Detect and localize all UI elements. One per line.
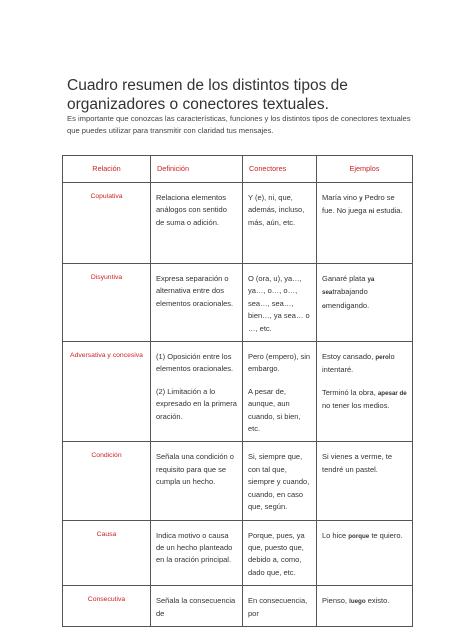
- example-text: no tener los medios.: [322, 401, 390, 411]
- relation-cell: Causa: [63, 520, 151, 586]
- examples-cell: [317, 342, 413, 442]
- header-examples: Ejemplos: [317, 156, 413, 183]
- header-relation: Relación: [63, 156, 151, 183]
- example-connector: pero: [375, 354, 389, 362]
- example-connector: ni: [368, 208, 375, 216]
- example-text: estudia.: [374, 206, 403, 216]
- connectors-cell: O (ora, u), ya…, ya…, o…, o…, sea…, sea…, bien…, ya sea… o …, etc.: [243, 264, 317, 342]
- example-connector: y: [359, 195, 363, 202]
- examples-cell: [317, 520, 413, 586]
- connectors-cell: Si, siempre que, con tal que, siempre y cuando, cuando, en caso que, según.: [243, 442, 317, 520]
- example-text: Pedro se fue. No juega: [322, 193, 395, 216]
- definition-cell: Indica motivo o causa de un hecho planteado en la oración principal.: [151, 520, 243, 586]
- relation-cell: Condición: [63, 442, 151, 520]
- example-text: existo.: [365, 596, 390, 606]
- connectors-part: Pero (empero), sin embargo.: [248, 352, 311, 374]
- examples-cell: [317, 183, 413, 264]
- example-text: trabajando: [332, 287, 368, 297]
- connectors-table: [62, 155, 413, 627]
- example-connector: luego: [349, 598, 366, 606]
- table-row: [63, 442, 413, 520]
- example-line: [322, 351, 407, 377]
- table-row: [63, 520, 413, 586]
- table-row: [63, 586, 413, 627]
- examples-cell: [317, 442, 413, 520]
- intro-paragraph: Es importante que conozcas las características, funciones y los distintos tipos de conectores textuales que puedes utilizar para transmitir con claridad tus mensajes.: [67, 114, 411, 135]
- example-connector: ya sea: [322, 276, 375, 297]
- definition-part: (1) Oposición entre los elementos oracionales.: [156, 352, 234, 374]
- example-text: María vino: [322, 193, 360, 202]
- examples-cell: [317, 586, 413, 627]
- relation-cell: Consecutiva: [63, 586, 151, 627]
- definition-cell: [151, 342, 243, 442]
- relation-cell: Copulativa: [63, 183, 151, 264]
- definition-cell: Expresa separación o alternativa entre dos elementos oracionales.: [151, 264, 243, 342]
- header-connectors: Conectores: [243, 156, 317, 183]
- example-text: Si: [322, 452, 329, 462]
- header-definition: Definición: [151, 156, 243, 183]
- table-row: [63, 342, 413, 442]
- table-row: [63, 183, 413, 264]
- example-text: Terminó la obra,: [322, 387, 378, 397]
- examples-cell: [317, 264, 413, 342]
- definition-part: (2) Limitación a lo expresado en la primera oración.: [156, 386, 237, 421]
- example-text: mendigando.: [325, 300, 370, 310]
- example-text: Pienso,: [322, 596, 350, 606]
- example-text: Lo hice: [322, 530, 349, 540]
- page-title: Cuadro resumen de los distintos tipos de organizadores o conectores textuales.: [67, 77, 348, 113]
- definition-cell: Señala una condición o requisito para que se cumpla un hecho.: [151, 442, 243, 520]
- relation-cell: Disyuntiva: [63, 264, 151, 342]
- example-connector: o: [322, 302, 326, 310]
- example-text: vienes a verme, te tendré un pastel.: [322, 452, 393, 474]
- definition-cell: Relaciona elementos análogos con sentido de suma o adición.: [151, 183, 243, 264]
- example-text: Ganaré plata: [322, 274, 368, 283]
- connectors-cell: En consecuencia, por: [243, 586, 317, 627]
- example-connector: apesar de: [377, 389, 407, 397]
- connectors-cell: Porque, pues, ya que, puesto que, debido a, como, dado que, etc.: [243, 520, 317, 586]
- definition-cell: Señala la consecuencia de: [151, 586, 243, 627]
- connectors-part: A pesar de, aunque, aun cuando, si bien, etc.: [248, 386, 301, 434]
- table-row: [63, 264, 413, 342]
- connectors-cell: Y (e), ni, que, además, incluso, más, aún, etc.: [243, 183, 317, 264]
- example-text: lo intentaré.: [322, 352, 395, 375]
- connectors-cell: [243, 342, 317, 442]
- example-line: [322, 387, 407, 413]
- example-text: te quiero.: [369, 530, 403, 540]
- example-connector: porque: [348, 532, 370, 540]
- relation-cell: Adversativa y concesiva: [63, 342, 151, 442]
- example-text: Estoy cansado,: [322, 352, 376, 362]
- table-header-row: [63, 156, 413, 183]
